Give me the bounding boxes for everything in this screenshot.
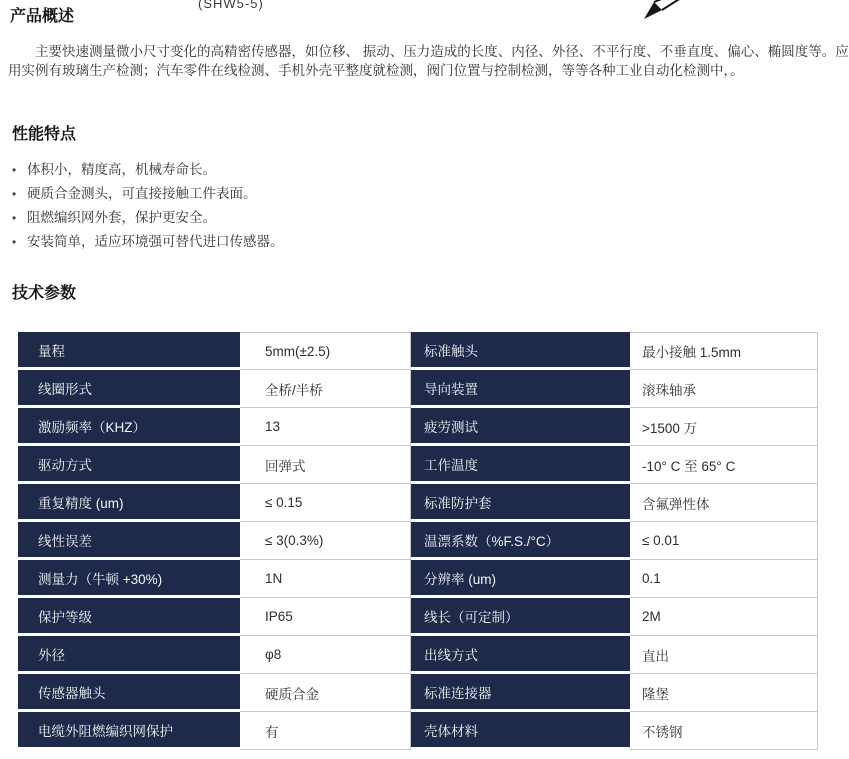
spec-label-cell: 标准触头 — [411, 332, 630, 370]
spec-value-cell: 5mm(±2.5) — [240, 332, 411, 370]
spec-value-cell: 不锈钢 — [630, 712, 818, 750]
table-row — [18, 408, 818, 446]
spec-label-cell: 工作温度 — [411, 446, 630, 484]
spec-label-cell: 量程 — [18, 332, 240, 370]
spec-value-cell: 13 — [240, 408, 411, 446]
feature-item: • 硬质合金测头，可直接接触工件表面。 — [12, 182, 836, 206]
spec-label-cell: 外径 — [18, 636, 240, 674]
spec-label-cell: 驱动方式 — [18, 446, 240, 484]
spec-value-cell: 隆堡 — [630, 674, 818, 712]
spec-value-cell: 全桥/半桥 — [240, 370, 411, 408]
spec-label-cell: 线长（可定制） — [411, 598, 630, 636]
spec-value-cell: 1N — [240, 560, 411, 598]
specs-table — [18, 332, 818, 750]
cropped-model-code — [198, 0, 318, 14]
table-row — [18, 484, 818, 522]
spec-value-cell: ≤ 3(0.3%) — [240, 522, 411, 560]
spec-label-cell: 线圈形式 — [18, 370, 240, 408]
overview-line-1: 主要快速测量微小尺寸变化的高精密传感器，如位移、 振动、压力造成的长度、内径、外径、不平行度、不垂直度、偏心、椭圆度等。应 — [35, 44, 849, 59]
spec-value-cell: φ8 — [240, 636, 411, 674]
spec-value-cell: 滚珠轴承 — [630, 370, 818, 408]
feature-item: • 阻燃编织网外套，保护更安全。 — [12, 206, 836, 230]
spec-label-cell: 重复精度 (um) — [18, 484, 240, 522]
spec-value-cell: 有 — [240, 712, 411, 750]
spec-label-cell: 导向装置 — [411, 370, 630, 408]
pencil-cursor-icon — [640, 6, 688, 22]
table-row — [18, 560, 818, 598]
spec-value-cell: 最小接触 1.5mm — [630, 332, 818, 370]
table-row — [18, 332, 818, 370]
spec-label-cell: 壳体材料 — [411, 712, 630, 750]
spec-value-cell: 硬质合金 — [240, 674, 411, 712]
spec-label-cell: 线性误差 — [18, 522, 240, 560]
table-row — [18, 712, 818, 750]
feature-item: • 安装简单，适应环境强可替代进口传感器。 — [12, 230, 836, 254]
model-code-text: (SHW5-5) — [198, 0, 264, 11]
feature-item: • 体积小，精度高，机械寿命长。 — [12, 158, 836, 182]
table-row — [18, 636, 818, 674]
table-row — [18, 598, 818, 636]
spec-value-cell: ≤ 0.15 — [240, 484, 411, 522]
spec-value-cell: ≤ 0.01 — [630, 522, 818, 560]
spec-label-cell: 传感器触头 — [18, 674, 240, 712]
spec-label-cell: 疲劳测试 — [411, 408, 630, 446]
spec-label-cell: 标准防护套 — [411, 484, 630, 522]
spec-value-cell: >1500 万 — [630, 408, 818, 446]
spec-value-cell: -10° C 至 65° C — [630, 446, 818, 484]
spec-label-cell: 出线方式 — [411, 636, 630, 674]
spec-value-cell: 0.1 — [630, 560, 818, 598]
specs-heading: 技术参数 — [12, 285, 77, 302]
table-row — [18, 446, 818, 484]
spec-label-cell: 标准连接器 — [411, 674, 630, 712]
features-list — [12, 158, 836, 254]
overview-line-2: 用实例有玻璃生产检测；汽车零件在线检测、手机外壳平整度就检测，阀门位置与控制检测，等等各种工业自动化检测中，。 — [8, 63, 744, 78]
spec-label-cell: 保护等级 — [18, 598, 240, 636]
spec-value-cell: IP65 — [240, 598, 411, 636]
spec-value-cell: 2M — [630, 598, 818, 636]
overview-paragraph — [8, 42, 849, 80]
table-row — [18, 522, 818, 560]
spec-value-cell: 含氟弹性体 — [630, 484, 818, 522]
spec-label-cell: 分辨率 (um) — [411, 560, 630, 598]
overview-heading: 产品概述 — [10, 8, 75, 25]
table-row — [18, 370, 818, 408]
spec-label-cell: 激励频率（KHZ） — [18, 408, 240, 446]
spec-label-cell: 温漂系数（%F.S./°C） — [411, 522, 630, 560]
table-row — [18, 674, 818, 712]
spec-value-cell: 直出 — [630, 636, 818, 674]
spec-value-cell: 回弹式 — [240, 446, 411, 484]
spec-label-cell: 测量力（牛顿 +30%) — [18, 560, 240, 598]
spec-label-cell: 电缆外阻燃编织网保护 — [18, 712, 240, 750]
features-heading: 性能特点 — [12, 126, 77, 143]
